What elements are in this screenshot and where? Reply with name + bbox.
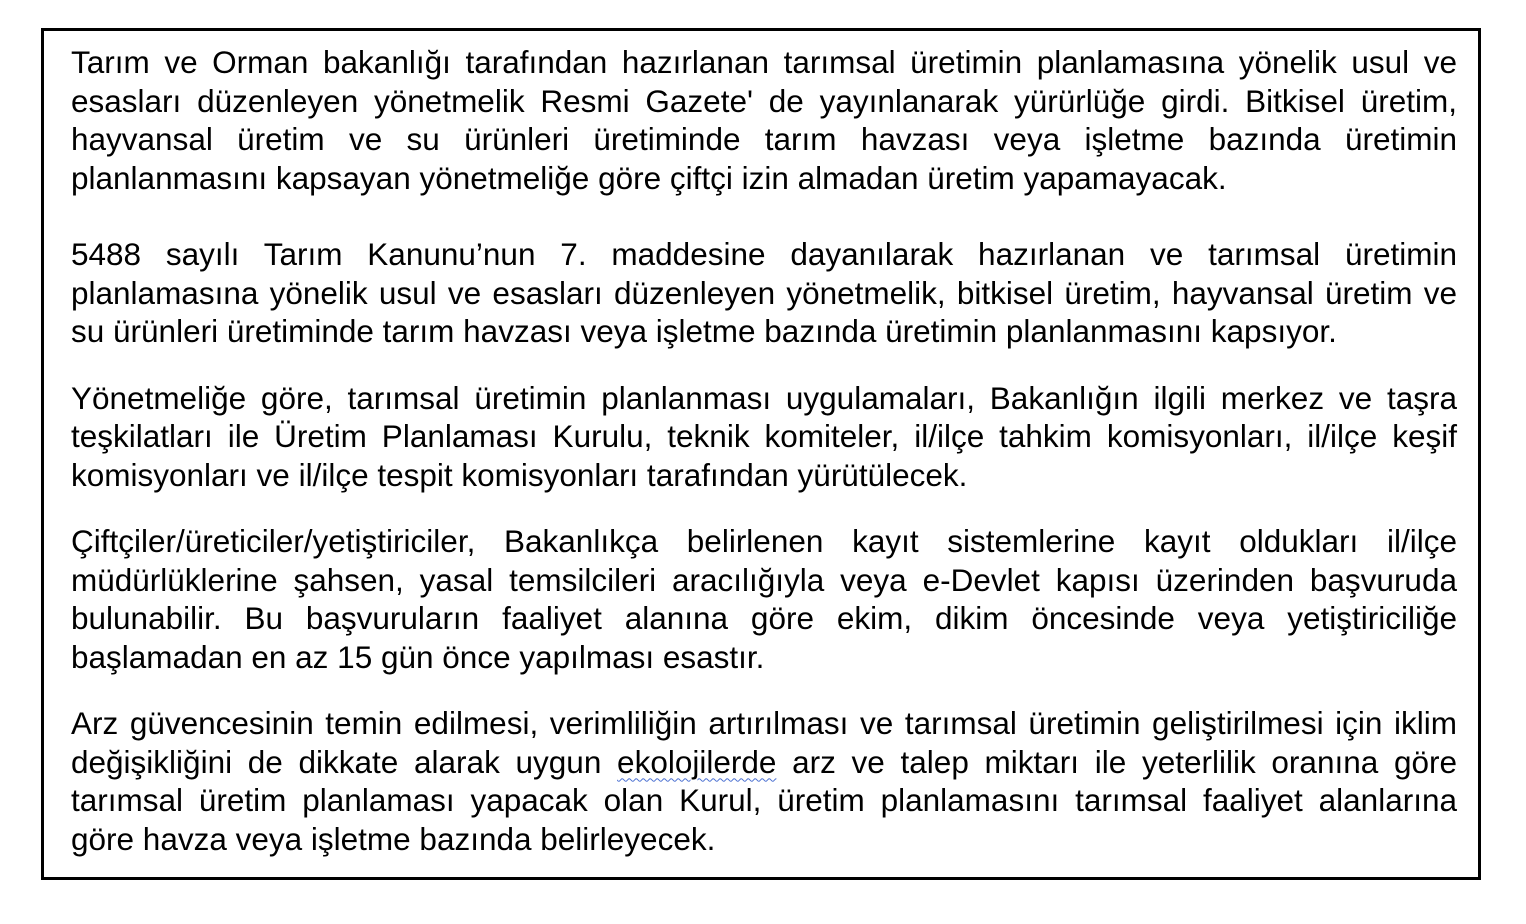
- paragraph-3: Yönetmeliğe göre, tarımsal üretimin planlanması uygulamaları, Bakanlığın ilgili merkez ve taşra teşkilatları ile Üretim Planlaması Kurulu, teknik komiteler, il/ilçe tahkim komisyonları, il/ilçe keşif komisyonları ve il/ilçe tespit komisyonları tarafından yürütülecek.: [71, 379, 1457, 493]
- paragraph-5-text-after: arz ve talep miktarı ile yeterlilik oranına göre tarımsal üretim planlaması yapacak olan Kurul, üretim planlamasını tarımsal faaliyet alanlarına göre havza veya işletme bazında belirleyecek.: [71, 743, 1457, 857]
- paragraph-4: Çiftçiler/üreticiler/yetiştiriciler, Bakanlıkça belirlenen kayıt sistemlerine kayıt oldukları il/ilçe müdürlüklerine şahsen, yasal temsilcileri aracılığıyla veya e-Devlet kapısı üzerinden başvuruda bulunabilir. Bu başvuruların faaliyet alanına göre ekim, dikim öncesinde veya yetiştiriciliğe başlamadan en az 15 gün önce yapılması esastır.: [71, 523, 1457, 675]
- document-body: [71, 43, 1457, 858]
- paragraph-2: 5488 sayılı Tarım Kanunu’nun 7. maddesine dayanılarak hazırlanan ve tarımsal üretimin planlamasına yönelik usul ve esasları düzenleyen yönetmelik, bitkisel üretim, hayvansal üretim ve su ürünleri üretiminde tarım havzası veya işletme bazında üretimin planlanmasını kapsıyor.: [71, 236, 1457, 349]
- paragraph-5-text-before: Arz güvencesinin temin edilmesi, verimliliğin artırılması ve tarımsal üretimin geliştirilmesi için iklim değişikliğini de dikkate alarak uygun: [71, 705, 1457, 780]
- paragraph-5: [71, 704, 1457, 858]
- spellcheck-flagged-word[interactable]: ekolojilerde: [617, 743, 777, 780]
- paragraph-1: Tarım ve Orman bakanlığı tarafından hazırlanan tarımsal üretimin planlamasına yönelik usul ve esasları düzenleyen yönetmelik Resmi Gazete' de yayınlanarak yürürlüğe girdi. Bitkisel üretim, hayvansal üretim ve su ürünleri üretiminde tarım havzası veya işletme bazında üretimin planlanmasını kapsayan yönetmeliğe göre çiftçi izin almadan üretim yapamayacak.: [71, 44, 1457, 196]
